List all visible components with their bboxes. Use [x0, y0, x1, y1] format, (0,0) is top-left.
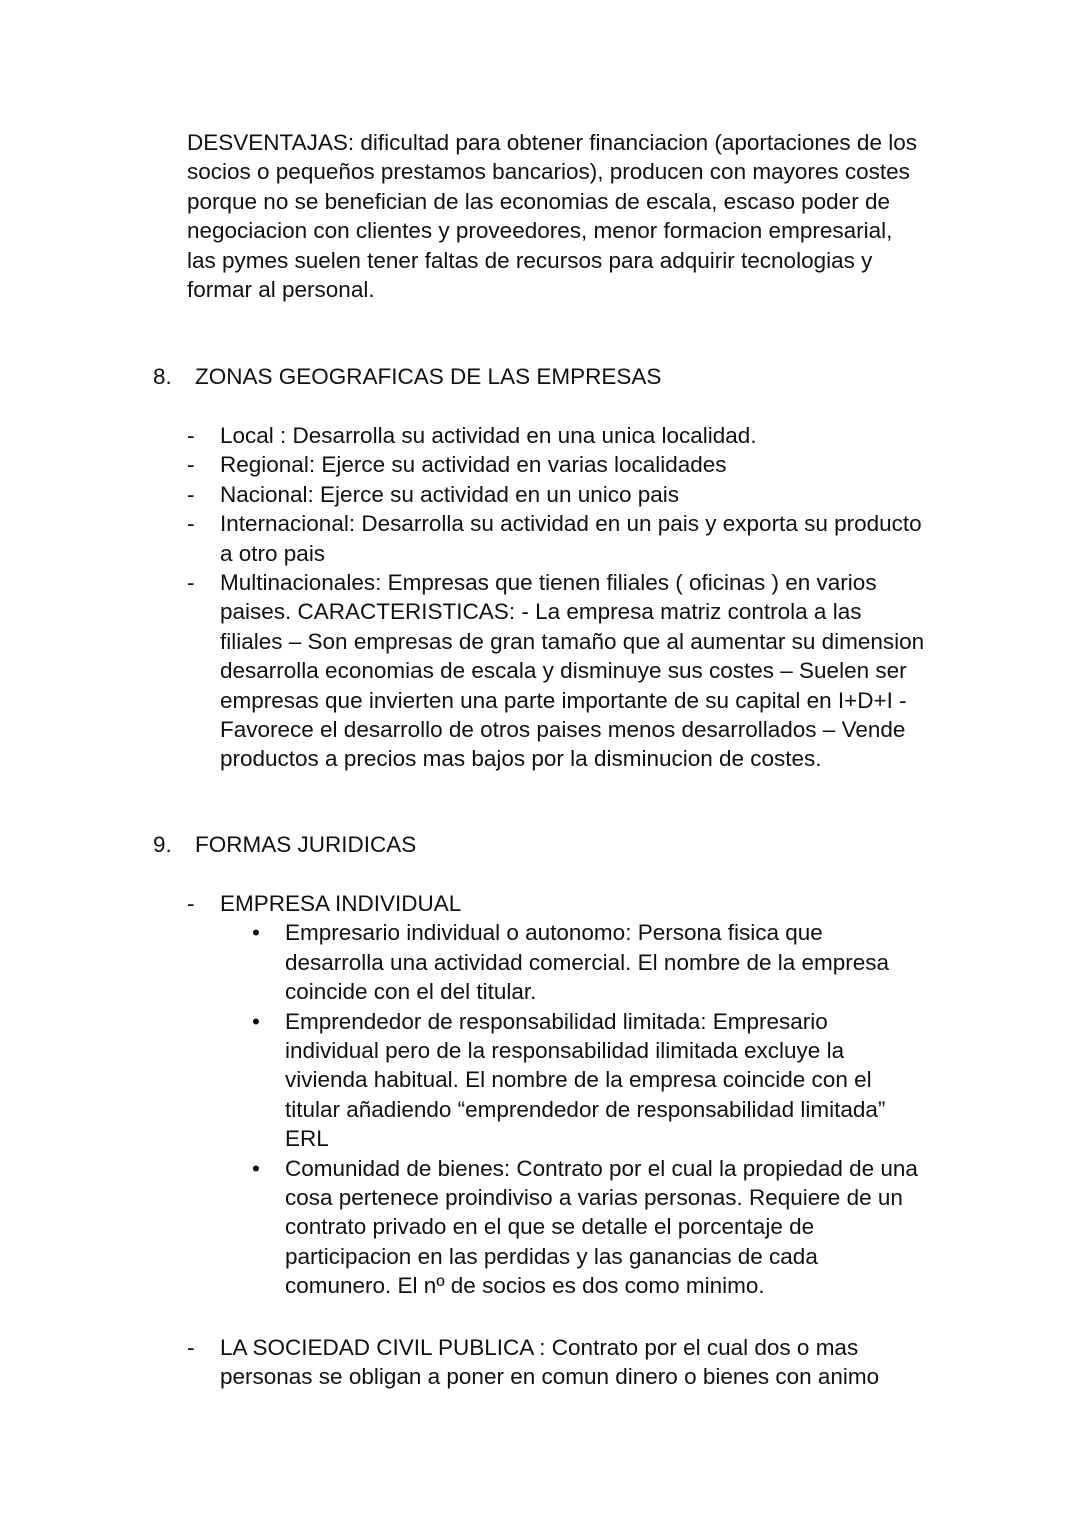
bullet-marker: •: [252, 920, 260, 946]
bullet-marker: •: [252, 1155, 260, 1181]
list-item-multinacionales: [187, 568, 927, 774]
empresa-individual-bullets: [187, 918, 927, 1300]
bullet-item-emprendedor: [252, 1007, 927, 1154]
list-item-text: EMPRESA INDIVIDUAL: [220, 891, 462, 916]
section-8-number: 8.: [153, 364, 172, 389]
section-9-title: FORMAS JURIDICAS: [195, 832, 417, 857]
bullet-item-text: Comunidad de bienes: Contrato por el cual la propiedad de una cosa pertenece proindiviso a varias personas. Requiere de un contrato privado en el que se detalle el porcentaje de participacion en las perdidas y las ganancias de cada comunero. El nº de socios es dos como minimo.: [285, 1155, 918, 1299]
list-item-text: LA SOCIEDAD CIVIL PUBLICA : Contrato por el cual dos o mas personas se obligan a poner en comun dinero o bienes con animo: [220, 1335, 880, 1390]
dash-marker: -: [187, 570, 195, 596]
section-9-heading: [153, 830, 416, 859]
bullet-item-empresario-individual: [252, 918, 927, 1006]
bullet-item-comunidad-de-bienes: [252, 1154, 927, 1301]
section-9-list: [187, 889, 927, 1301]
dash-marker: -: [187, 423, 195, 448]
dash-marker: -: [187, 1335, 195, 1360]
bullet-item-text: Empresario individual o autonomo: Persona fisica que desarrolla una actividad comercial. El nombre de la empresa coincide con el del titular.: [285, 920, 890, 1005]
list-item-internacional: [187, 509, 927, 568]
section-9-list-continued: [187, 1333, 927, 1392]
section-8-list: [187, 421, 927, 774]
dash-marker: -: [187, 511, 195, 537]
dash-marker: -: [187, 891, 195, 916]
bullet-marker: •: [252, 1008, 260, 1034]
bullet-item-text: Emprendedor de responsabilidad limitada: Empresario individual pero de la responsabilidad ilimitada excluye la vivienda habitual. El nombre de la empresa coincide con el titular añadiendo “emprendedor de responsabilidad limitada” ERL: [285, 1008, 886, 1152]
list-item-empresa-individual: [187, 889, 927, 1301]
list-item-text: Local : Desarrolla su actividad en una unica localidad.: [220, 423, 757, 448]
dash-marker: -: [187, 452, 195, 478]
dash-marker: -: [187, 481, 195, 507]
list-item-sociedad-civil: [187, 1333, 927, 1392]
desventajas-paragraph: DESVENTAJAS: dificultad para obtener financiacion (aportaciones de los socios o pequeños prestamos bancarios), producen con mayores costes porque no se benefician de las economias de escala, escaso poder de negociacion con clientes y proveedores, menor formacion empresarial, las pymes suelen tener faltas de recursos para adquirir tecnologias y formar al personal.: [187, 130, 917, 303]
list-item-text: Multinacionales: Empresas que tienen filiales ( oficinas ) en varios paises. CARACTERISTICAS: - La empresa matriz controla a las filiales – Son empresas de gran tamaño que al aumentar su dimension desarrolla economias de escala y disminuye sus costes – Suelen ser empresas que invierten una parte importante de su capital en I+D+I - Favorece el desarrollo de otros paises menos desarrollados – Vende productos a precios mas bajos por la disminucion de costes.: [220, 570, 925, 772]
list-item-local: [187, 421, 927, 450]
list-item-nacional: [187, 480, 927, 509]
section-9-number: 9.: [153, 832, 172, 857]
list-item-text: Regional: Ejerce su actividad en varias localidades: [220, 452, 727, 478]
section-8-heading: [153, 362, 661, 391]
list-item-regional: [187, 450, 927, 479]
list-item-text: Nacional: Ejerce su actividad en un unico pais: [220, 481, 680, 507]
list-item-text: Internacional: Desarrolla su actividad en un pais y exporta su producto a otro pais: [220, 511, 922, 566]
section-8-title: ZONAS GEOGRAFICAS DE LAS EMPRESAS: [195, 364, 662, 389]
